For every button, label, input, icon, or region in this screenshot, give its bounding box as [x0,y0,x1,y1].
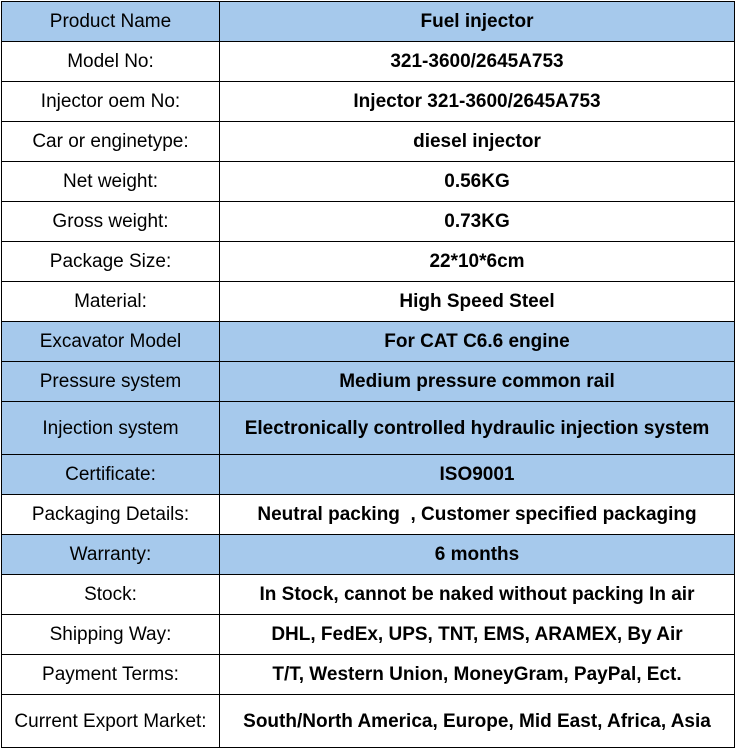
value-pressure-system: Medium pressure common rail [220,362,735,402]
value-warranty: 6 months [220,535,735,575]
value-product-name: Fuel injector [220,2,735,42]
row-payment-terms [2,655,735,695]
label-net-weight: Net weight: [2,162,220,202]
value-package-size: 22*10*6cm [220,242,735,282]
value-gross-weight: 0.73KG [220,202,735,242]
row-packaging-details [2,495,735,535]
row-excavator-model [2,322,735,362]
row-gross-weight [2,202,735,242]
row-stock [2,575,735,615]
value-certificate: ISO9001 [220,455,735,495]
label-excavator-model: Excavator Model [2,322,220,362]
value-net-weight: 0.56KG [220,162,735,202]
label-warranty: Warranty: [2,535,220,575]
row-engine-type [2,122,735,162]
value-injection-system: Electronically controlled hydraulic injection system [220,402,735,455]
row-warranty [2,535,735,575]
value-material: High Speed Steel [220,282,735,322]
value-shipping-way: DHL, FedEx, UPS, TNT, EMS, ARAMEX, By Air [220,615,735,655]
row-shipping-way [2,615,735,655]
label-payment-terms: Payment Terms: [2,655,220,695]
label-injector-oem-no: Injector oem No: [2,82,220,122]
row-material [2,282,735,322]
label-packaging-details: Packaging Details: [2,495,220,535]
label-engine-type: Car or enginetype: [2,122,220,162]
value-payment-terms: T/T, Western Union, MoneyGram, PayPal, Ect. [220,655,735,695]
product-spec-table [1,1,735,748]
row-package-size [2,242,735,282]
label-shipping-way: Shipping Way: [2,615,220,655]
value-packaging-details: Neutral packing , Customer specified packaging [220,495,735,535]
row-export-market [2,695,735,748]
row-product-name [2,2,735,42]
row-certificate [2,455,735,495]
value-stock: In Stock, cannot be naked without packing In air [220,575,735,615]
label-injection-system: Injection system [2,402,220,455]
value-engine-type: diesel injector [220,122,735,162]
row-injector-oem-no [2,82,735,122]
label-product-name: Product Name [2,2,220,42]
label-export-market: Current Export Market: [2,695,220,748]
value-export-market: South/North America, Europe, Mid East, Africa, Asia [220,695,735,748]
label-material: Material: [2,282,220,322]
value-excavator-model: For CAT C6.6 engine [220,322,735,362]
label-package-size: Package Size: [2,242,220,282]
value-injector-oem-no: Injector 321-3600/2645A753 [220,82,735,122]
value-model-no: 321-3600/2645A753 [220,42,735,82]
row-injection-system [2,402,735,455]
label-pressure-system: Pressure system [2,362,220,402]
row-pressure-system [2,362,735,402]
label-certificate: Certificate: [2,455,220,495]
label-gross-weight: Gross weight: [2,202,220,242]
row-model-no [2,42,735,82]
row-net-weight [2,162,735,202]
label-stock: Stock: [2,575,220,615]
label-model-no: Model No: [2,42,220,82]
